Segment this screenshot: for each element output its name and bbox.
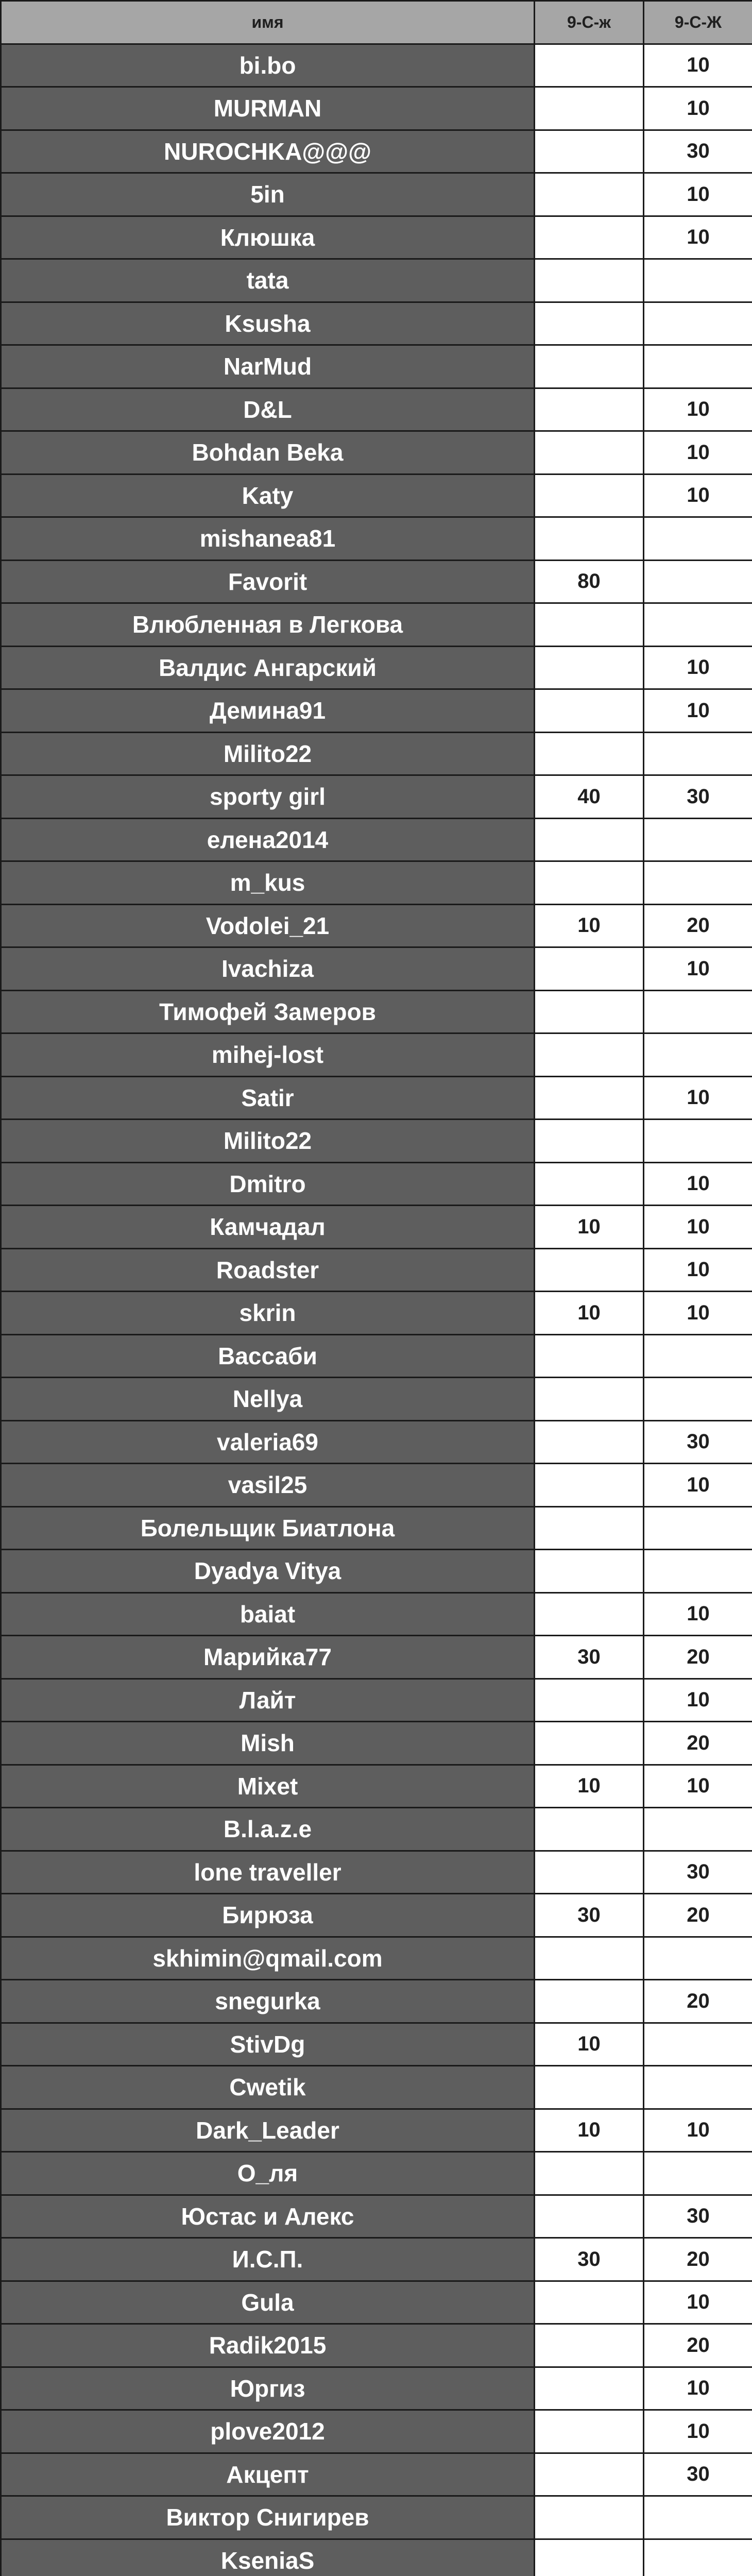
row-name-cell: Вассаби — [2, 1335, 535, 1379]
row-value-2-cell: 10 — [644, 1680, 752, 1723]
row-value-2-cell — [644, 1335, 752, 1379]
row-value-1-cell — [535, 2282, 644, 2325]
row-name-cell: StivDg — [2, 2024, 535, 2067]
row-name-cell: 5in — [2, 174, 535, 217]
row-name-cell: valeria69 — [2, 1421, 535, 1465]
row-name-cell: sporty girl — [2, 776, 535, 819]
row-name-cell: Камчадал — [2, 1206, 535, 1249]
row-value-1-cell: 30 — [535, 1894, 644, 1938]
row-value-1-cell — [535, 991, 644, 1035]
row-value-2-cell: 10 — [644, 948, 752, 991]
row-value-2-cell: 30 — [644, 1421, 752, 1465]
row-value-2-cell — [644, 561, 752, 604]
row-value-1-cell — [535, 2411, 644, 2454]
row-name-cell: mishanea81 — [2, 518, 535, 561]
row-name-cell: Ivachiza — [2, 948, 535, 991]
row-value-2-cell: 10 — [644, 1249, 752, 1293]
row-value-1-cell — [535, 1980, 644, 2024]
row-name-cell: Favorit — [2, 561, 535, 604]
row-value-1-cell: 10 — [535, 1206, 644, 1249]
row-name-cell: Milito22 — [2, 1120, 535, 1163]
row-value-2-cell: 10 — [644, 432, 752, 475]
row-value-1-cell — [535, 432, 644, 475]
row-name-cell: елена2014 — [2, 819, 535, 862]
row-value-2-cell: 10 — [644, 1163, 752, 1207]
row-value-1-cell — [535, 1507, 644, 1551]
row-value-1-cell — [535, 1594, 644, 1637]
row-value-2-cell: 30 — [644, 776, 752, 819]
row-name-cell: Cwetik — [2, 2066, 535, 2110]
row-name-cell: tata — [2, 260, 535, 303]
row-name-cell: Dyadya Vitya — [2, 1550, 535, 1594]
row-value-1-cell — [535, 1421, 644, 1465]
row-value-2-cell — [644, 2540, 752, 2576]
row-value-2-cell — [644, 260, 752, 303]
row-value-1-cell — [535, 2066, 644, 2110]
row-value-2-cell: 10 — [644, 2110, 752, 2153]
row-value-1-cell: 40 — [535, 776, 644, 819]
row-value-1-cell — [535, 1120, 644, 1163]
header-col-1: 9-С-ж — [535, 2, 644, 45]
row-value-2-cell — [644, 2066, 752, 2110]
row-value-1-cell — [535, 1938, 644, 1981]
row-value-1-cell — [535, 1680, 644, 1723]
row-value-2-cell — [644, 1034, 752, 1077]
row-value-2-cell: 30 — [644, 1852, 752, 1895]
row-value-2-cell: 10 — [644, 389, 752, 432]
row-name-cell: Влюбленная в Легкова — [2, 604, 535, 647]
row-value-1-cell — [535, 1464, 644, 1507]
row-name-cell: Satir — [2, 1077, 535, 1121]
row-value-2-cell: 10 — [644, 1077, 752, 1121]
row-value-2-cell — [644, 1378, 752, 1421]
row-name-cell: Nellya — [2, 1378, 535, 1421]
row-name-cell: baiat — [2, 1594, 535, 1637]
row-value-1-cell — [535, 2153, 644, 2196]
row-value-2-cell — [644, 1120, 752, 1163]
row-name-cell: Клюшка — [2, 217, 535, 260]
row-name-cell: Vodolei_21 — [2, 905, 535, 948]
row-value-1-cell — [535, 1808, 644, 1852]
row-value-2-cell — [644, 1808, 752, 1852]
row-value-1-cell — [535, 948, 644, 991]
row-value-1-cell: 30 — [535, 1636, 644, 1680]
row-name-cell: Юстас и Алекс — [2, 2196, 535, 2239]
row-name-cell: Ksusha — [2, 303, 535, 346]
row-value-2-cell — [644, 518, 752, 561]
row-value-1-cell — [535, 733, 644, 776]
row-name-cell: О_ля — [2, 2153, 535, 2196]
row-name-cell: m_kus — [2, 862, 535, 905]
row-value-2-cell: 10 — [644, 475, 752, 518]
row-name-cell: vasil25 — [2, 1464, 535, 1507]
row-value-2-cell: 30 — [644, 2454, 752, 2497]
row-value-1-cell — [535, 647, 644, 690]
row-name-cell: Тимофей Замеров — [2, 991, 535, 1035]
row-value-2-cell: 10 — [644, 1292, 752, 1335]
row-value-2-cell — [644, 733, 752, 776]
row-name-cell: NarMud — [2, 346, 535, 389]
row-value-2-cell: 10 — [644, 690, 752, 733]
row-name-cell: Bohdan Beka — [2, 432, 535, 475]
row-value-1-cell — [535, 2368, 644, 2411]
row-value-1-cell — [535, 45, 644, 88]
row-name-cell: Бирюза — [2, 1894, 535, 1938]
row-name-cell: Gula — [2, 2282, 535, 2325]
row-value-1-cell: 10 — [535, 2024, 644, 2067]
row-name-cell: B.l.a.z.e — [2, 1808, 535, 1852]
row-name-cell: И.С.П. — [2, 2239, 535, 2282]
row-value-1-cell — [535, 174, 644, 217]
row-value-2-cell — [644, 991, 752, 1035]
row-value-2-cell — [644, 1550, 752, 1594]
row-name-cell: Лайт — [2, 1680, 535, 1723]
row-name-cell: D&L — [2, 389, 535, 432]
row-value-2-cell — [644, 1507, 752, 1551]
row-name-cell: Юргиз — [2, 2368, 535, 2411]
row-value-1-cell — [535, 1550, 644, 1594]
row-name-cell: skrin — [2, 1292, 535, 1335]
row-value-2-cell: 10 — [644, 1464, 752, 1507]
row-name-cell: Mixet — [2, 1766, 535, 1809]
row-value-2-cell: 10 — [644, 1206, 752, 1249]
row-value-1-cell: 10 — [535, 1766, 644, 1809]
row-name-cell: Демина91 — [2, 690, 535, 733]
row-value-2-cell: 10 — [644, 2282, 752, 2325]
row-value-1-cell — [535, 1335, 644, 1379]
row-value-2-cell: 10 — [644, 2368, 752, 2411]
header-col-2: 9-С-Ж — [644, 2, 752, 45]
row-value-2-cell — [644, 2497, 752, 2540]
row-value-2-cell: 10 — [644, 217, 752, 260]
row-value-2-cell: 20 — [644, 905, 752, 948]
row-name-cell: Dmitro — [2, 1163, 535, 1207]
row-value-2-cell: 20 — [644, 1636, 752, 1680]
row-value-2-cell: 10 — [644, 1594, 752, 1637]
row-name-cell: Radik2015 — [2, 2325, 535, 2368]
row-value-1-cell — [535, 389, 644, 432]
row-value-2-cell — [644, 2153, 752, 2196]
row-value-1-cell — [535, 2325, 644, 2368]
row-name-cell: mihej-lost — [2, 1034, 535, 1077]
row-value-1-cell — [535, 1163, 644, 1207]
row-value-1-cell — [535, 475, 644, 518]
row-value-2-cell: 10 — [644, 1766, 752, 1809]
row-name-cell: Валдис Ангарский — [2, 647, 535, 690]
row-value-1-cell — [535, 131, 644, 174]
row-name-cell: lone traveller — [2, 1852, 535, 1895]
row-value-2-cell — [644, 346, 752, 389]
header-name: имя — [2, 2, 535, 45]
row-value-1-cell — [535, 1722, 644, 1766]
row-value-2-cell: 20 — [644, 1722, 752, 1766]
row-value-1-cell — [535, 217, 644, 260]
row-value-2-cell: 20 — [644, 1980, 752, 2024]
row-value-2-cell — [644, 303, 752, 346]
row-value-1-cell: 80 — [535, 561, 644, 604]
row-name-cell: Katy — [2, 475, 535, 518]
row-value-1-cell — [535, 2454, 644, 2497]
row-name-cell: plove2012 — [2, 2411, 535, 2454]
row-name-cell: Болельщик Биатлона — [2, 1507, 535, 1551]
row-value-1-cell — [535, 1034, 644, 1077]
row-value-1-cell — [535, 862, 644, 905]
row-name-cell: skhimin@qmail.com — [2, 1938, 535, 1981]
row-value-1-cell: 10 — [535, 2110, 644, 2153]
row-name-cell: Марийка77 — [2, 1636, 535, 1680]
row-value-1-cell — [535, 260, 644, 303]
row-name-cell: bi.bo — [2, 45, 535, 88]
row-value-2-cell: 10 — [644, 647, 752, 690]
row-value-1-cell — [535, 1077, 644, 1121]
row-name-cell: Milito22 — [2, 733, 535, 776]
row-name-cell: KseniaS — [2, 2540, 535, 2576]
row-value-1-cell — [535, 518, 644, 561]
row-value-1-cell — [535, 346, 644, 389]
row-value-2-cell: 10 — [644, 174, 752, 217]
row-value-1-cell — [535, 88, 644, 131]
row-value-2-cell: 20 — [644, 1894, 752, 1938]
row-value-1-cell — [535, 1852, 644, 1895]
row-value-2-cell: 20 — [644, 2239, 752, 2282]
row-name-cell: Roadster — [2, 1249, 535, 1293]
row-value-1-cell — [535, 1249, 644, 1293]
row-value-2-cell: 10 — [644, 88, 752, 131]
row-value-2-cell: 10 — [644, 45, 752, 88]
row-value-1-cell — [535, 2540, 644, 2576]
row-value-1-cell: 10 — [535, 905, 644, 948]
row-value-2-cell — [644, 862, 752, 905]
row-value-1-cell — [535, 819, 644, 862]
row-name-cell: Dark_Leader — [2, 2110, 535, 2153]
row-value-1-cell — [535, 690, 644, 733]
row-value-1-cell — [535, 2497, 644, 2540]
row-name-cell: Виктор Снигирев — [2, 2497, 535, 2540]
row-name-cell: MURMAN — [2, 88, 535, 131]
row-value-2-cell: 30 — [644, 131, 752, 174]
row-name-cell: Акцепт — [2, 2454, 535, 2497]
row-value-1-cell: 30 — [535, 2239, 644, 2282]
row-name-cell: snegurka — [2, 1980, 535, 2024]
row-value-2-cell: 30 — [644, 2196, 752, 2239]
row-value-1-cell — [535, 2196, 644, 2239]
row-value-2-cell: 10 — [644, 2411, 752, 2454]
row-value-1-cell: 10 — [535, 1292, 644, 1335]
row-value-1-cell — [535, 303, 644, 346]
row-value-2-cell — [644, 1938, 752, 1981]
row-value-2-cell — [644, 819, 752, 862]
row-value-1-cell — [535, 604, 644, 647]
row-value-2-cell — [644, 2024, 752, 2067]
row-name-cell: Mish — [2, 1722, 535, 1766]
row-name-cell: NUROCHKA@@@ — [2, 131, 535, 174]
row-value-2-cell: 20 — [644, 2325, 752, 2368]
row-value-1-cell — [535, 1378, 644, 1421]
row-value-2-cell — [644, 604, 752, 647]
